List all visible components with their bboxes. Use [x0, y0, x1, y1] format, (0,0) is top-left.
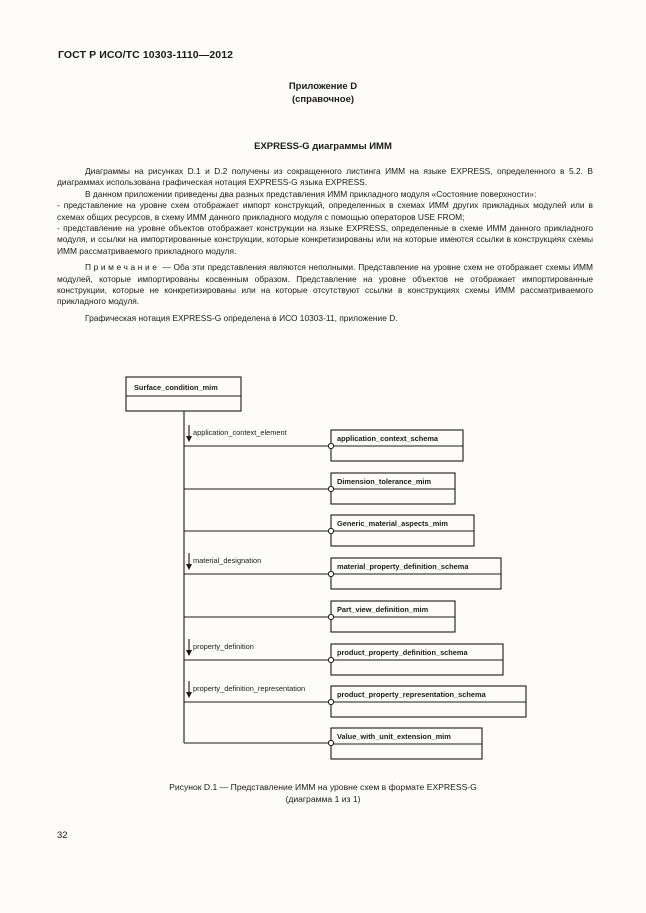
annex-subtitle: (справочное) [291, 94, 355, 105]
reference-label-2: material_designation [193, 556, 262, 565]
schema-label-2: Dimension_tolerance_mim [337, 477, 432, 486]
schema-label-5: Part_view_definition_mim [337, 605, 429, 614]
paragraph-views: В данном приложении приведены два разных представления ИММ прикладного модуля «Состояние поверхности»: [85, 188, 537, 199]
connector-circle-8 [328, 740, 333, 745]
connector-circle-3 [328, 528, 333, 533]
paragraph-intro: Диаграммы на рисунках D.1 и D.2 получены из сокращенного листинга ИММ на языке EXPRESS, определенного в 5.2. В диаграммах использована графическая нотация EXPRESS-G языка EXPRESS. [57, 166, 593, 188]
schema-label-6: product_property_definition_schema [337, 648, 468, 657]
page-number: 32 [57, 830, 68, 841]
connector-circle-2 [328, 486, 333, 491]
reference-label-3: property_definition [193, 642, 254, 651]
schema-label-1: application_context_schema [337, 434, 439, 443]
annex-title: Приложение D [288, 81, 358, 92]
connector-circle-6 [328, 657, 333, 662]
figure-caption-line-2: (диаграмма 1 из 1) [285, 794, 361, 804]
connector-circle-7 [328, 699, 333, 704]
document-code-header: ГОСТ Р ИСО/ТС 10303-1110—2012 [58, 49, 234, 61]
schema-label-4: material_property_definition_schema [337, 562, 469, 571]
section-title: EXPRESS-G диаграммы ИММ [254, 141, 392, 152]
paragraph-schema-level: - представление на уровне схем отображает импорт конструкций, определенных в схемах ИММ других прикладных модулей или в схемах общих ресурсов, в схему ИММ данного прикладного модуля с помощью операторов USE FROM; [57, 200, 593, 222]
reference-label-1: application_context_element [193, 428, 287, 437]
schema-label-3: Generic_material_aspects_mim [337, 519, 448, 528]
note-text: — Оба эти представления являются неполными. Представление на уровне схем не отображает схемы ИММ модулей, которые импортированы косвенным образом. Представление на уровне объектов не отображает импортированные конструкции, которые не конкретизированы или на которые отсутствуют ссылки в конструкциях схемы ИММ рассматриваемого прикладного модуля. [57, 262, 593, 307]
paragraph-notation: Графическая нотация EXPRESS-G определена в ИСО 10303-11, приложение D. [85, 312, 398, 323]
connector-circle-5 [328, 614, 333, 619]
note-label: Примечание [85, 262, 160, 273]
main-schema-label: Surface_condition_mim [134, 383, 218, 392]
figure-caption [0, 781, 646, 805]
schema-label-7: product_property_representation_schema [337, 690, 486, 699]
reference-label-4: property_definition_representation [193, 684, 306, 693]
paragraph-object-level: - представление на уровне объектов отображает конструкции на языке EXPRESS, определенные в схеме ИММ данного прикладного модуля, и ссылки на импортированные конструкции, которые конкретизированы или на которые имеются ссылки в конструкциях схемы ИММ рассматриваемого прикладного модуля. [57, 223, 593, 256]
figure-caption-line-1: Рисунок D.1 — Представление ИММ на уровне схем в формате EXPRESS-G [169, 782, 477, 792]
connector-circle-1 [328, 443, 333, 448]
connector-circle-4 [328, 571, 333, 576]
schema-label-8: Value_with_unit_extension_mim [337, 732, 451, 741]
